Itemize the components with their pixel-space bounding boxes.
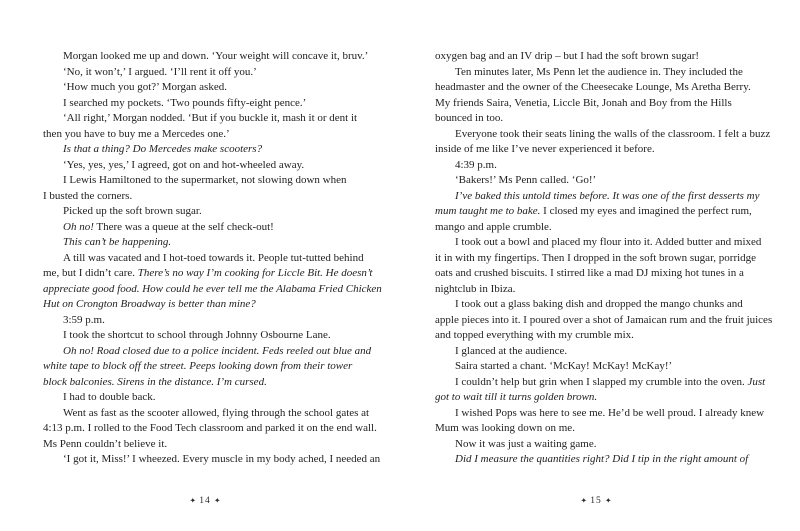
page-number: 14	[199, 496, 211, 506]
text-line	[43, 158, 399, 174]
italic-text-segment: mum taught me to bake.	[435, 205, 541, 217]
text-line	[435, 80, 755, 96]
text-line	[43, 189, 399, 205]
italic-text-segment: Oh no! Road closed due to a police incident. Feds reeled out blue and	[63, 344, 372, 357]
text-line	[43, 173, 399, 189]
text-segment: oats and crushed biscuits. I stirred like a mad DJ mixing hot tunes in a	[435, 267, 744, 279]
text-line	[435, 344, 755, 360]
text-line	[435, 452, 755, 468]
text-line	[435, 220, 755, 236]
text-segment: ‘How much you got?’ Morgan asked.	[63, 81, 227, 93]
text-segment: Went as fast as the scooter allowed, flying through the school gates at	[63, 406, 370, 419]
text-segment: 4:39 p.m.	[455, 158, 497, 171]
text-line	[435, 375, 766, 391]
text-line	[435, 251, 755, 267]
italic-text-segment: There’s no way I’m cooking for Liccle Bit. He doesn’t	[137, 267, 373, 279]
text-line	[435, 266, 755, 282]
page-number: 15	[590, 496, 602, 506]
text-line	[435, 328, 755, 344]
text-segment: ‘I got it, Miss!’ I wheezed. Every muscle in my body ached, I needed an	[63, 453, 381, 465]
folio-star-icon: ✦	[605, 495, 612, 505]
page-right-lines	[435, 49, 773, 468]
text-segment: Morgan looked me up and down. ‘Your weight will concave it, bruv.’	[63, 50, 369, 62]
italic-text-segment: This can’t be happening.	[63, 236, 172, 248]
text-segment: ‘Bakers!’ Ms Penn called. ‘Go!’	[455, 174, 597, 186]
text-segment: I glanced at the audience.	[455, 344, 568, 357]
text-line	[43, 390, 399, 406]
italic-text-segment: Did I measure the quantities right? Did I tip in the right amount of	[455, 453, 749, 465]
text-segment: headmaster and the owner of the Cheesecake Lounge, Ms Aretha Berry.	[435, 81, 751, 93]
italic-text-segment: white tape to block off the street. Peeps looking down from their tower	[43, 360, 353, 372]
text-line	[43, 452, 399, 468]
text-line	[43, 251, 399, 267]
text-segment: Now it was just a waiting game.	[455, 437, 597, 450]
text-line	[435, 313, 773, 329]
text-line	[43, 406, 399, 422]
text-segment: apple pieces into it. I poured over a shot of Jamaican rum and the fruit juices	[435, 313, 773, 326]
text-line	[435, 142, 755, 158]
text-line	[435, 65, 755, 81]
text-segment: ‘Yes, yes, yes,’ I agreed, got on and hot-wheeled away.	[63, 158, 305, 171]
text-line	[43, 344, 399, 360]
text-segment: ‘No, it won’t,’ I argued. ‘I’ll rent it off you.’	[63, 65, 257, 78]
italic-text-segment: I’ve baked this untold times before. It was one of the first desserts my	[455, 189, 760, 202]
text-line	[435, 406, 765, 422]
text-line	[43, 235, 399, 251]
text-segment: I took out a bowl and placed my flour into it. Added butter and mixed	[455, 236, 762, 248]
text-segment: ‘All right,’ Morgan nodded. ‘But if you buckle it, mash it or dent it	[63, 112, 358, 124]
text-line	[435, 127, 771, 143]
text-segment: Everyone took their seats lining the walls of the classroom. I felt a buzz	[455, 127, 771, 140]
text-line	[43, 359, 399, 375]
text-segment: I took the shortcut to school through Johnny Osbourne Lane.	[63, 329, 331, 341]
italic-text-segment: block balconies. Sirens in the distance. I’m cursed.	[43, 375, 267, 388]
text-segment: nightclub in Ibiza.	[435, 282, 516, 295]
text-line	[43, 65, 399, 81]
page-left-folio	[150, 496, 260, 506]
text-line	[43, 96, 399, 112]
text-segment: Ten minutes later, Ms Penn let the audience in. They included the	[455, 65, 743, 78]
text-segment: I took out a glass baking dish and dropped the mango chunks and	[455, 298, 743, 310]
text-segment: I wished Pops was here to see me. He’d be well proud. I already knew	[455, 406, 765, 419]
text-line	[435, 421, 755, 437]
text-line	[435, 390, 755, 406]
italic-text-segment: Just	[747, 375, 766, 388]
text-line	[435, 49, 755, 65]
text-segment: A till was vacated and I hot-toed towards it. People tut-tutted behind	[63, 251, 364, 264]
text-segment: Picked up the soft brown sugar.	[63, 205, 202, 217]
text-segment: bounced in too.	[435, 112, 504, 124]
text-line	[435, 359, 755, 375]
text-segment: it in with my fingertips. Then I dropped in the soft brown sugar, porridge	[435, 251, 757, 264]
text-segment: My friends Saira, Venetia, Liccle Bit, Jonah and Boy from the Hills	[435, 96, 732, 109]
text-segment: I searched my pockets. ‘Two pounds fifty-eight pence.’	[63, 96, 307, 109]
text-line	[43, 313, 399, 329]
text-segment: I busted the corners.	[43, 189, 133, 202]
text-line	[435, 158, 755, 174]
folio-star-icon: ✦	[189, 495, 196, 505]
text-segment: Saira started a chant. ‘McKay! McKay! McKay!’	[455, 360, 673, 372]
text-line	[43, 437, 399, 453]
text-segment: 4:13 p.m. I rolled to the Food Tech classroom and parked it on the end wall.	[43, 422, 377, 434]
italic-text-segment: got to wait till it turns golden brown.	[435, 391, 598, 403]
text-segment: oxygen bag and an IV drip – but I had the soft brown sugar!	[435, 50, 700, 62]
text-line	[43, 142, 399, 158]
text-line	[435, 173, 755, 189]
italic-text-segment: appreciate good food. How could he ever tell me the Alabama Fried Chicken	[43, 282, 382, 295]
italic-text-segment: Oh no!	[63, 220, 94, 233]
text-segment: me, but I didn’t care.	[43, 267, 138, 279]
text-line	[43, 111, 399, 127]
text-line	[43, 220, 399, 236]
text-segment: I had to double back.	[63, 391, 156, 403]
text-segment: inside of me like I’ve never experienced it before.	[435, 143, 655, 155]
text-segment: then you have to buy me a Mercedes one.’	[43, 127, 230, 140]
folio-star-icon: ✦	[214, 495, 221, 505]
text-segment: Ms Penn couldn’t believe it.	[43, 437, 168, 450]
text-line	[43, 282, 399, 298]
text-segment: 3:59 p.m.	[63, 313, 105, 326]
text-line	[43, 421, 399, 437]
text-segment: I closed my eyes and imagined the perfect rum,	[540, 205, 752, 217]
italic-text-segment: Is that a thing? Do Mercedes make scooters?	[63, 143, 263, 155]
page-left-text-block	[43, 49, 399, 468]
text-segment: Mum was looking down on me.	[435, 422, 575, 434]
italic-text-segment: Hut on Crongton Broadway is better than mine?	[43, 298, 256, 310]
text-line	[43, 204, 399, 220]
text-line	[43, 266, 399, 282]
text-line	[43, 328, 399, 344]
text-segment: mango and apple crumble.	[435, 220, 552, 233]
text-segment: I couldn’t help but grin when I slapped my crumble into the oven.	[455, 375, 748, 388]
text-line	[43, 80, 399, 96]
page-right-folio	[541, 496, 651, 506]
text-line	[435, 96, 755, 112]
text-line	[43, 375, 399, 391]
text-line	[435, 111, 755, 127]
text-segment: There was a queue at the self check-out!	[93, 220, 274, 233]
text-line	[435, 282, 755, 298]
text-line	[435, 189, 760, 205]
page-right-text-block	[435, 49, 773, 468]
text-line	[435, 235, 762, 251]
page-left-lines	[43, 49, 399, 468]
text-line	[435, 204, 755, 220]
text-line	[43, 127, 399, 143]
folio-star-icon: ✦	[580, 495, 587, 505]
text-line	[435, 437, 755, 453]
text-segment: I Lewis Hamiltoned to the supermarket, not slowing down when	[63, 174, 347, 186]
text-line	[435, 297, 755, 313]
text-line	[43, 49, 399, 65]
text-line	[43, 297, 399, 313]
text-segment: and topped everything with my crumble mix.	[435, 329, 634, 341]
